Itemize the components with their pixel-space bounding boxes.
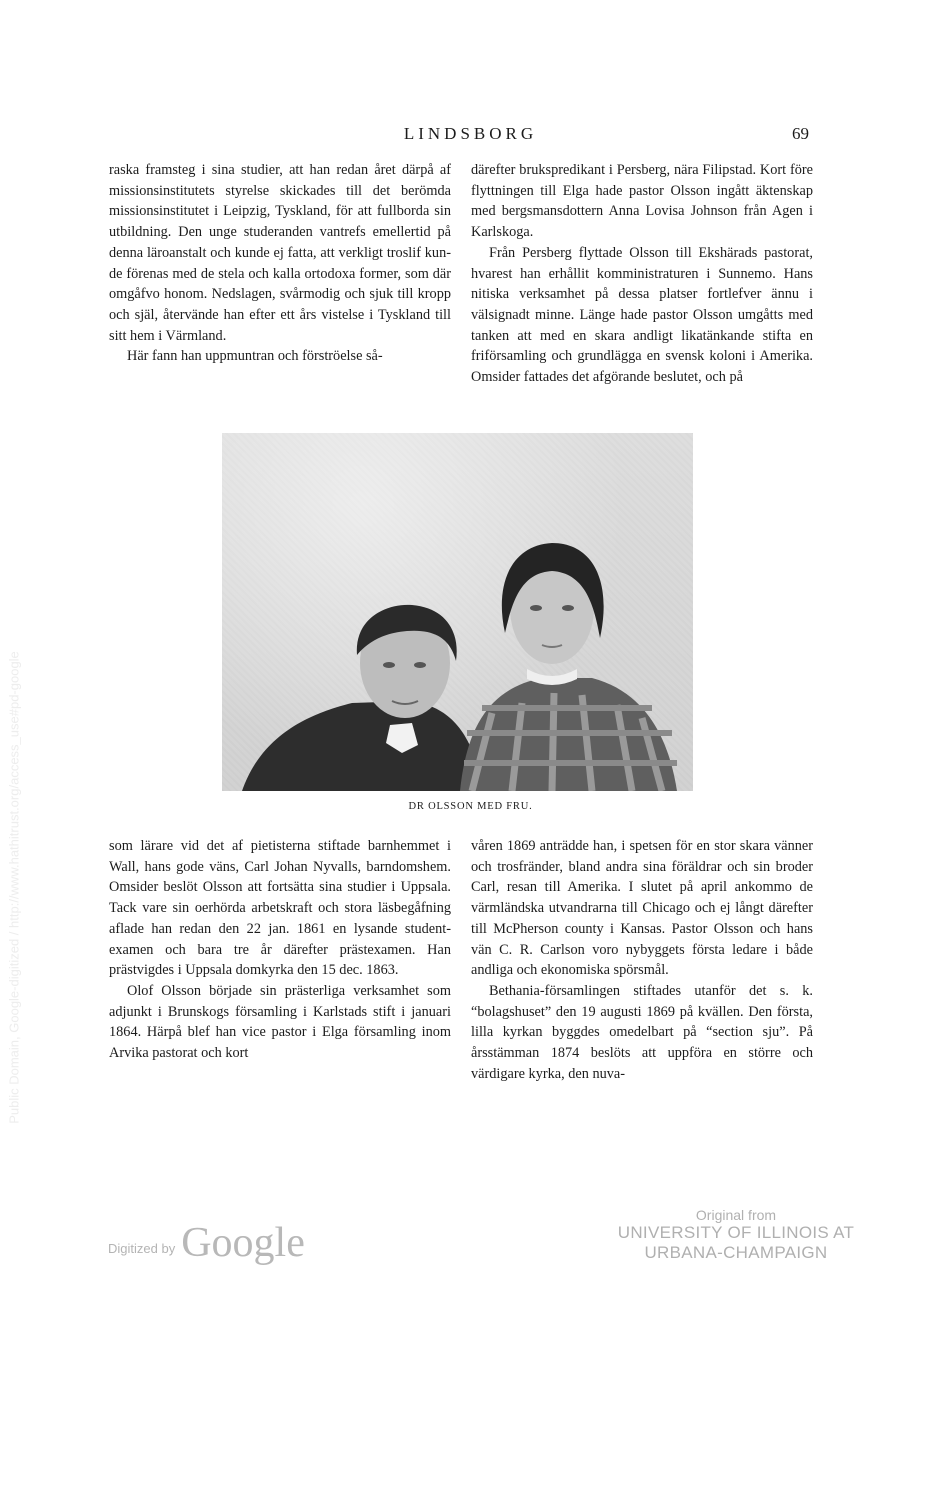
text-column-bottom-left	[109, 836, 451, 1064]
paragraph: Från Persberg flyttade Olsson till Ekshärads pastorat, hvarest han erhållit komministraturen i Sunnemo. Hans nitiska verksamhet på dessa platser fortlefver ännu i välsignadt minne. Länge hade pastor Olsson umgåtts med tanken att med en skara andligt likatänkande stifta en friförsamling och grundlägga en svensk koloni i Amerika. Omsider fattades det afgörande beslutet, och på	[471, 244, 813, 386]
text-column-bottom-right	[471, 836, 813, 1084]
running-header: LINDSBORG	[403, 124, 538, 143]
paragraph: Olof Olsson började sin prästerliga verksamhet som adjunkt i Brunskogs församling i Karlstads stift i januari 1864. Härpå blef han vice pastor i Elga församling inom Arvika pastorat och kort	[109, 982, 451, 1062]
paragraph: som lärare vid det af pietisterna stiftade barnhemmet i Wall, hans gode väns, Carl Johan Nyvalls, barndomshem. Omsider beslöt Olsson att fortsätta sina studier i Uppsala. Tack vare sin oerhörda arbetskraft och stora läsbegåfning aflade han redan den 22 jan. 1861 en lysande studentexamen och bara tre år därefter prästexamen. Han prästvigdes i Uppsala domkyrka den 15 dec. 1863.	[109, 838, 451, 979]
text-column-top-left	[109, 160, 451, 367]
text-column-top-right	[471, 160, 813, 388]
portrait-photograph	[222, 433, 693, 791]
paragraph: Bethania-församlingen stiftades utanför det s. k. “bolagshuset” den 19 augusti 1869 på kvällen. Den första, lilla kyrkan byggdes omedelbart på “section sju”. På årsstämman 1874 beslöts att uppföra en större och värdigare kyrka, den nuva-	[471, 982, 813, 1082]
paragraph: därefter brukspredikant i Persberg, nära Filipstad. Kort före flyttningen till Elga hade pastor Olsson ingått äktenskap med bergsmansdottern Anna Lovisa Johnson från Agen i Karlskoga.	[471, 162, 813, 241]
page-number: 69	[792, 124, 809, 143]
paragraph: raska framsteg i sina studier, att han redan året därpå af missionsinstitutets styrelse skickades till det berömda missionsinstitutet i Leipzig, Tyskland, för att fullborda sin utbildning. Den unge studeranden vantrefs emellertid på denna läroanstalt och kunde ej fatta, att verkligt troslif kunde förenas med de stela och kalla ortodoxa former, som där omgåfvo honom. Nedslagen, svårmodig och sjuk till kropp och själ, återvände han efter ett års vistelse i Tyskland till sitt hem i Värmland.	[109, 162, 451, 344]
original-source-watermark	[610, 1207, 862, 1263]
institution-line-2: URBANA-CHAMPAIGN	[644, 1243, 828, 1262]
paragraph: våren 1869 anträdde han, i spetsen för en stor skara vänner och trosfränder, bland andra sina föräldrar och sin broder Carl, resan till Amerika. I slutet på april ankommo de värmländska utvandrarna till Chicago och ej långt därefter till McPherson county i Kansas. Pastor Olsson och hans vän C. R. Carlson voro nybyggets första ledare i både andliga och ekonomiska spörsmål.	[471, 838, 813, 979]
side-watermark: Public Domain, Google-digitized / http://www.hathitrust.org/access_use#pd-google	[6, 651, 22, 1124]
institution-line-1: UNIVERSITY OF ILLINOIS AT	[617, 1223, 855, 1242]
original-from-label: Original from	[695, 1207, 777, 1223]
google-logo: Google	[181, 1220, 305, 1266]
paragraph: Här fann han uppmuntran och förströelse så-	[127, 348, 383, 365]
digitized-by-watermark	[108, 1222, 305, 1264]
figure-caption: DR OLSSON MED FRU.	[408, 801, 533, 812]
digitized-by-label: Digitized by	[108, 1241, 176, 1256]
